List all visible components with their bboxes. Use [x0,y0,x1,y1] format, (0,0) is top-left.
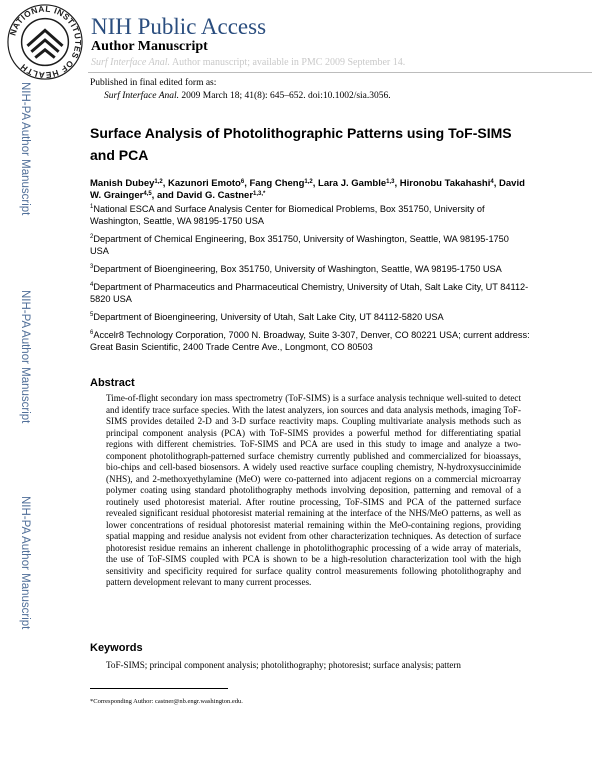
affiliation-text: Department of Bioengineering, Box 351750, University of Washington, Seattle, WA 98195-1750 USA [93,264,502,274]
banner-title: NIH Public Access [91,14,267,39]
author-affiliation-marker: 6 [240,179,245,185]
banner-subtitle: Author Manuscript [91,39,208,54]
side-watermark: NIH-PA Author Manuscript [19,290,31,424]
footnote-divider [90,688,228,689]
author-name: Manish Dubey [90,178,155,189]
affiliation-number: 5 [90,312,94,318]
author-separator: , and [151,190,177,201]
affiliation-text: Department of Pharmaceutics and Pharmaceutical Chemistry, University of Utah, Salt Lake City, UT 84112-5820 USA [90,282,529,304]
author-affiliation-marker: 1,2 [304,179,313,185]
author-affiliation-marker: 1,2 [154,179,163,185]
side-watermark: NIH-PA Author Manuscript [19,496,31,630]
author-separator: , [394,178,400,189]
author-name: Kazunori Emoto [168,178,241,189]
citation-details: 2009 March 18; 41(8): 645–652. doi:10.1002/sia.3056. [181,91,391,101]
banner-availability [91,57,405,68]
author-list [90,178,530,202]
affiliation [90,263,530,275]
affiliation-number: 4 [90,282,94,288]
affiliation-number: 2 [90,234,94,240]
banner-availability-text: Author manuscript; available in PMC 2009 September 14. [171,57,406,68]
author-affiliation-marker: 1,3 [386,179,395,185]
author-separator: , [162,178,169,189]
nih-seal-logo [6,3,84,81]
author-affiliation-marker: 4 [490,179,494,185]
abstract-text: Time-of-flight secondary ion mass spectrometry (ToF-SIMS) is a surface analysis technique well-suited to detect and identify trace surface species. With the latest analyzers, ion sources and data analysis methods, imaging ToF-SIMS provides detailed 2-D and 3-D surface reactivity maps. Coupling multivariate analysis methods such as principal component analysis (PCA) with ToF-SIMS provides a powerful method for differentiating spatial regions with different chemistries. ToF-SIMS and PCA are used in this study to image and analyze a two-component photolithograph-patterned surface chemistry currently published and commercialized for bioassays, bio-chips and cell-based biosensors. A widely used reactive surface coupling chemistry, N-hydroxysuccinimide (NHS), and 2-methoxyethylamine (MeO) were co-patterned into adjacent regions on a commercial microarray polymer coating using standard photolithography methods involving deposition, patterning and removal of a routinely used photoresist material. After routine processing, ToF-SIMS and PCA of the patterned surface revealed significant residual photoresist material remaining at the interface of the NHS/MeO patterns, as well as lower concentrations of residual photoresist material remaining within the MeO-containing regions, providing spatial mapping and residue analysis not evident from other characterization techniques. As detection of surface photoresist residue remains an inherent challenge in photolithographic processing of a wide array of materials, the use of ToF-SIMS coupled with PCA is shown to be a high-resolution characterization tool with the high sensitivity and specificity required for surface quality control measurements following photolithography and pattern development relevant to many current processes. [106,393,521,587]
banner-divider [88,72,592,73]
affiliation [90,311,530,323]
affiliation [90,203,530,227]
affiliation [90,329,530,353]
citation-line [104,91,391,101]
affiliation [90,281,530,305]
svg-text:NATIONAL INSTITUTES OF HEALTH: NATIONAL INSTITUTES OF HEALTH [7,3,84,81]
author-name: David W. Grainger [90,178,525,201]
abstract-heading: Abstract [90,377,135,389]
author-affiliation-marker: 1,3,* [253,191,266,197]
author-separator: , [312,178,319,189]
author-affiliation-marker: 4,5 [143,191,152,197]
affiliation-number: 1 [90,204,94,210]
paper-title: Surface Analysis of Photolithographic Patterns using ToF-SIMS and PCA [90,125,512,163]
keywords-text: ToF-SIMS; principal component analysis; photolithography; photoresist; surface analysis; pattern [106,660,461,670]
affiliation-text: Department of Chemical Engineering, Box 351750, University of Washington, Seattle, WA 98195-1750 USA [90,234,509,256]
affiliation-number: 6 [90,330,94,336]
author-name: Hironobu Takahashi [399,178,491,189]
corresponding-author-footnote: *Corresponding Author: castner@nb.engr.washington.edu. [90,698,243,705]
author-name: David G. Castner [176,190,254,201]
author-name: Lara J. Gamble [318,178,387,189]
affiliation [90,233,530,257]
side-watermark: NIH-PA Author Manuscript [19,82,31,216]
affiliation-text: Department of Bioengineering, University of Utah, Salt Lake City, UT 84112-5820 USA [93,312,444,322]
keywords-heading: Keywords [90,642,143,654]
affiliation-text: Accelr8 Technology Corporation, 7000 N. Broadway, Suite 3-307, Denver, CO 80221 USA; current address: Great Basin Scientific, 2400 Trade Centre Ave., Longmont, CO 80503 [90,330,530,352]
author-name: Fang Cheng [249,178,305,189]
affiliation-list [90,203,530,359]
author-separator: , [244,178,250,189]
affiliation-number: 3 [90,264,94,270]
citation-journal: Surf Interface Anal. [104,91,180,101]
author-separator: , [493,178,500,189]
banner-journal: Surf Interface Anal. [91,57,170,68]
affiliation-text: National ESCA and Surface Analysis Center for Biomedical Problems, Box 351750, University of Washington, Seattle, WA 98195-1750 USA [90,204,485,226]
published-line: Published in final edited form as: [90,78,217,88]
